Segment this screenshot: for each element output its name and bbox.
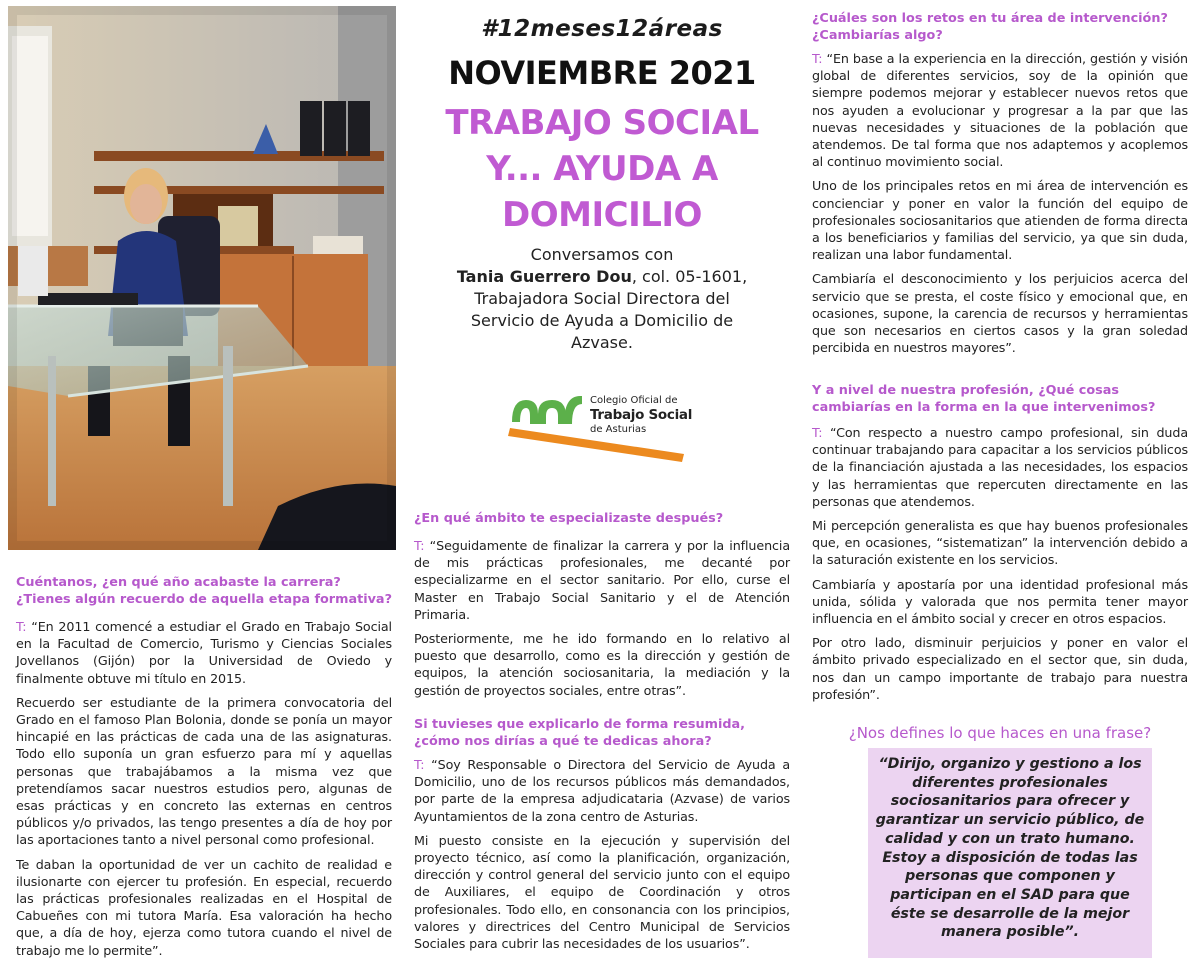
t-marker: T: bbox=[812, 51, 823, 66]
mid-article-2 bbox=[414, 716, 790, 959]
intro-line-3: Trabajadora Social Directora del bbox=[474, 289, 730, 308]
mid-paragraph-2: Posteriormente, me he ido formando en lo relativo al puesto que desarrollo, como es la dirección y gestión de equipos, la atención sociosanitaria, la mediación y la gestión de proyectos sociales, entre otras”. bbox=[414, 631, 790, 698]
right-paragraph-3: Cambiaría el desconocimiento y los perjuicios acerca del servicio que se presta, el coste físico y emocional que, en ocasiones, supone, la carencia de recursos y herramientas que son necesarios en ciertos casos y la gran soledad percibida en nuestros mayores”. bbox=[812, 271, 1188, 356]
mid-paragraph-1: T: “Seguidamente de finalizar la carrera y por la influencia de mis prácticas profesionales, me decanté por especializarme en el sector sanitario. Por ello, curse el Master en Trabajo Social Sanitario y el de Atención Primaria. bbox=[414, 538, 790, 622]
colegio-logo bbox=[508, 392, 698, 470]
t-marker: T: bbox=[812, 425, 823, 440]
headline-line-3: DOMICILIO bbox=[502, 195, 702, 235]
mid-paragraph-4: Mi puesto consiste en la ejecución y supervisión del proyecto técnico, así como la planificación, organización, dirección y control general del servicio junto con el equipo de Auxiliares, el equipo de Coordinación y otros profesionales. Todo ello, en consonancia con los principios, valores y directrices del Centro Municipal de Servicios Sociales para cubrir las necesidades de los usuarios”. bbox=[414, 832, 790, 952]
phrase-quote-box bbox=[868, 748, 1152, 958]
right-paragraph-6: Cambiaría y apostaría por una identidad profesional más unida, sólida y valorada que nos permita tener mayor influencia en el ámbito social y crecer en otros espacios. bbox=[812, 576, 1188, 627]
office-photo-illustration bbox=[8, 6, 396, 550]
intro-line-5: Azvase. bbox=[571, 333, 633, 352]
right-paragraph-4: T: “Con respecto a nuestro campo profesional, sin duda continuar trabajando para capacitar a los servicios públicos de la financiación ajustada a las necesidades, los espacios y las herramientas que repercuten directamente en las personas que atendemos. bbox=[812, 425, 1188, 509]
intro-line-1: Conversamos con bbox=[530, 245, 674, 264]
left-article bbox=[16, 574, 392, 966]
headline bbox=[412, 100, 792, 238]
mid-question-2: Si tuvieses que explicarlo de forma resumida, ¿cómo nos dirías a qué te dedicas ahora? bbox=[414, 717, 745, 749]
mid-article-1 bbox=[414, 510, 790, 706]
right-paragraph-1: T: “En base a la experiencia en la dirección, gestión y visión global de diferentes servicios, soy de la opinión que siempre podemos mejorar y establecer nuevos retos que nos ayuden a evolucionar y progresar a la par que las nuevas necesidades y situaciones de la población que atendemos. De tal forma que nos adaptemos y acoplemos al continuo movimiento social. bbox=[812, 51, 1188, 170]
right-question-2: Y a nivel de nuestra profesión, ¿Qué cosas cambiarías en la forma en la que intervenimos? bbox=[812, 383, 1156, 415]
issue-month: NOVIEMBRE 2021 bbox=[448, 54, 756, 92]
right-article-1 bbox=[812, 10, 1188, 363]
left-question: Cuéntanos, ¿en qué año acabaste la carrera? ¿Tienes algún recuerdo de aquella etapa formativa? bbox=[16, 575, 392, 607]
phrase-question: ¿Nos defines lo que haces en una frase? bbox=[848, 724, 1152, 742]
logo-line-1: Colegio Oficial de bbox=[590, 395, 678, 406]
t-marker: T: bbox=[414, 538, 425, 553]
hashtag: #12meses12áreas bbox=[481, 16, 723, 42]
interviewee-name: Tania Guerrero Dou bbox=[456, 267, 632, 286]
right-article-2 bbox=[812, 382, 1188, 710]
phrase-quote: “Dirijo, organizo y gestiono a los diferentes profesionales sociosanitarios para ofrecer y garantizar un servicio público, de calidad y con un trato humano. Estoy a disposición de todas las personas que componen y participan en el SAD para que éste se desarrolle de la mejor manera posible”. bbox=[875, 756, 1145, 941]
mid-paragraph-3: T: “Soy Responsable o Directora del Servicio de Ayuda a Domicilio, uno de los recursos públicos más demandados, por parte de la empresa adjudicataria (Azvase) de varios Ayuntamientos de la zona centro de Asturias. bbox=[414, 757, 790, 824]
logo-line-3: de Asturias bbox=[590, 424, 647, 435]
mid-question-1: ¿En qué ámbito te especializaste después? bbox=[414, 511, 724, 526]
intro-line-4: Servicio de Ayuda a Domicilio de bbox=[470, 311, 734, 330]
right-paragraph-2: Uno de los principales retos en mi área de intervención es concienciar y poner en valor la función del equipo de profesionales sociosanitarios que atienden de forma directa a los beneficiarios y familias del servicio, ya que sin duda, realizan una labor fundamental. bbox=[812, 178, 1188, 263]
logo-line-2: Trabajo Social bbox=[590, 407, 693, 423]
t-marker: T: bbox=[16, 619, 27, 634]
intro-line-2-rest: , col. 05-1601, bbox=[631, 267, 748, 286]
t-marker: T: bbox=[414, 757, 425, 772]
left-paragraph-3: Te daban la oportunidad de ver un cachito de realidad e ilusionarte con ejercer tu profesión. En especial, recuerdo las prácticas profesionales realizadas en el Hospital de Cabueñes con mi tutora María. Esa valoración ha hecho que, a día de hoy, ejerza como tutora cuando el nivel de trabajo me lo permite”. bbox=[16, 856, 392, 958]
intro-line-2 bbox=[412, 266, 792, 288]
right-paragraph-7: Por otro lado, disminuir perjuicios y poner en valor el ámbito privado especializado en el sector que, sin duda, nos dan un campo importante de trabajo para nuestra profesión”. bbox=[812, 635, 1188, 702]
interview-photo bbox=[8, 6, 396, 550]
headline-line-1: TRABAJO SOCIAL bbox=[445, 103, 759, 143]
right-question-1: ¿Cuáles son los retos en tu área de intervención? ¿Cambiarías algo? bbox=[812, 11, 1168, 43]
left-paragraph-2: Recuerdo ser estudiante de la primera convocatoria del Grado en el famoso Plan Bolonia, donde se ponía un mayor hincapié en las prácticas de cada una de las asignaturas. Todo ello suponía un gran esfuerzo para mí y aquellas personas que trabajábamos a la misma vez que pretendíamos sacar nuestros estudios pero, algunas de esas prácticas y en concreto las externas en centros públicos y/o privados, las tengo presentes a día de hoy por las aportaciones tanto a nivel personal como profesional. bbox=[16, 694, 392, 848]
headline-line-2: Y... AYUDA A bbox=[486, 149, 718, 189]
right-paragraph-5: Mi percepción generalista es que hay buenos profesionales que, en ocasiones, “sistematizan” la intervención debido a la saturación existente en los servicios. bbox=[812, 518, 1188, 568]
intro-text bbox=[412, 244, 792, 354]
left-paragraph-1: T: “En 2011 comencé a estudiar el Grado en Trabajo Social en la Facultad de Comercio, Turismo y Ciencias Sociales Jovellanos (Gijón) por la Universidad de Oviedo y finalmente obtuve mi título en 2015. bbox=[16, 619, 392, 686]
